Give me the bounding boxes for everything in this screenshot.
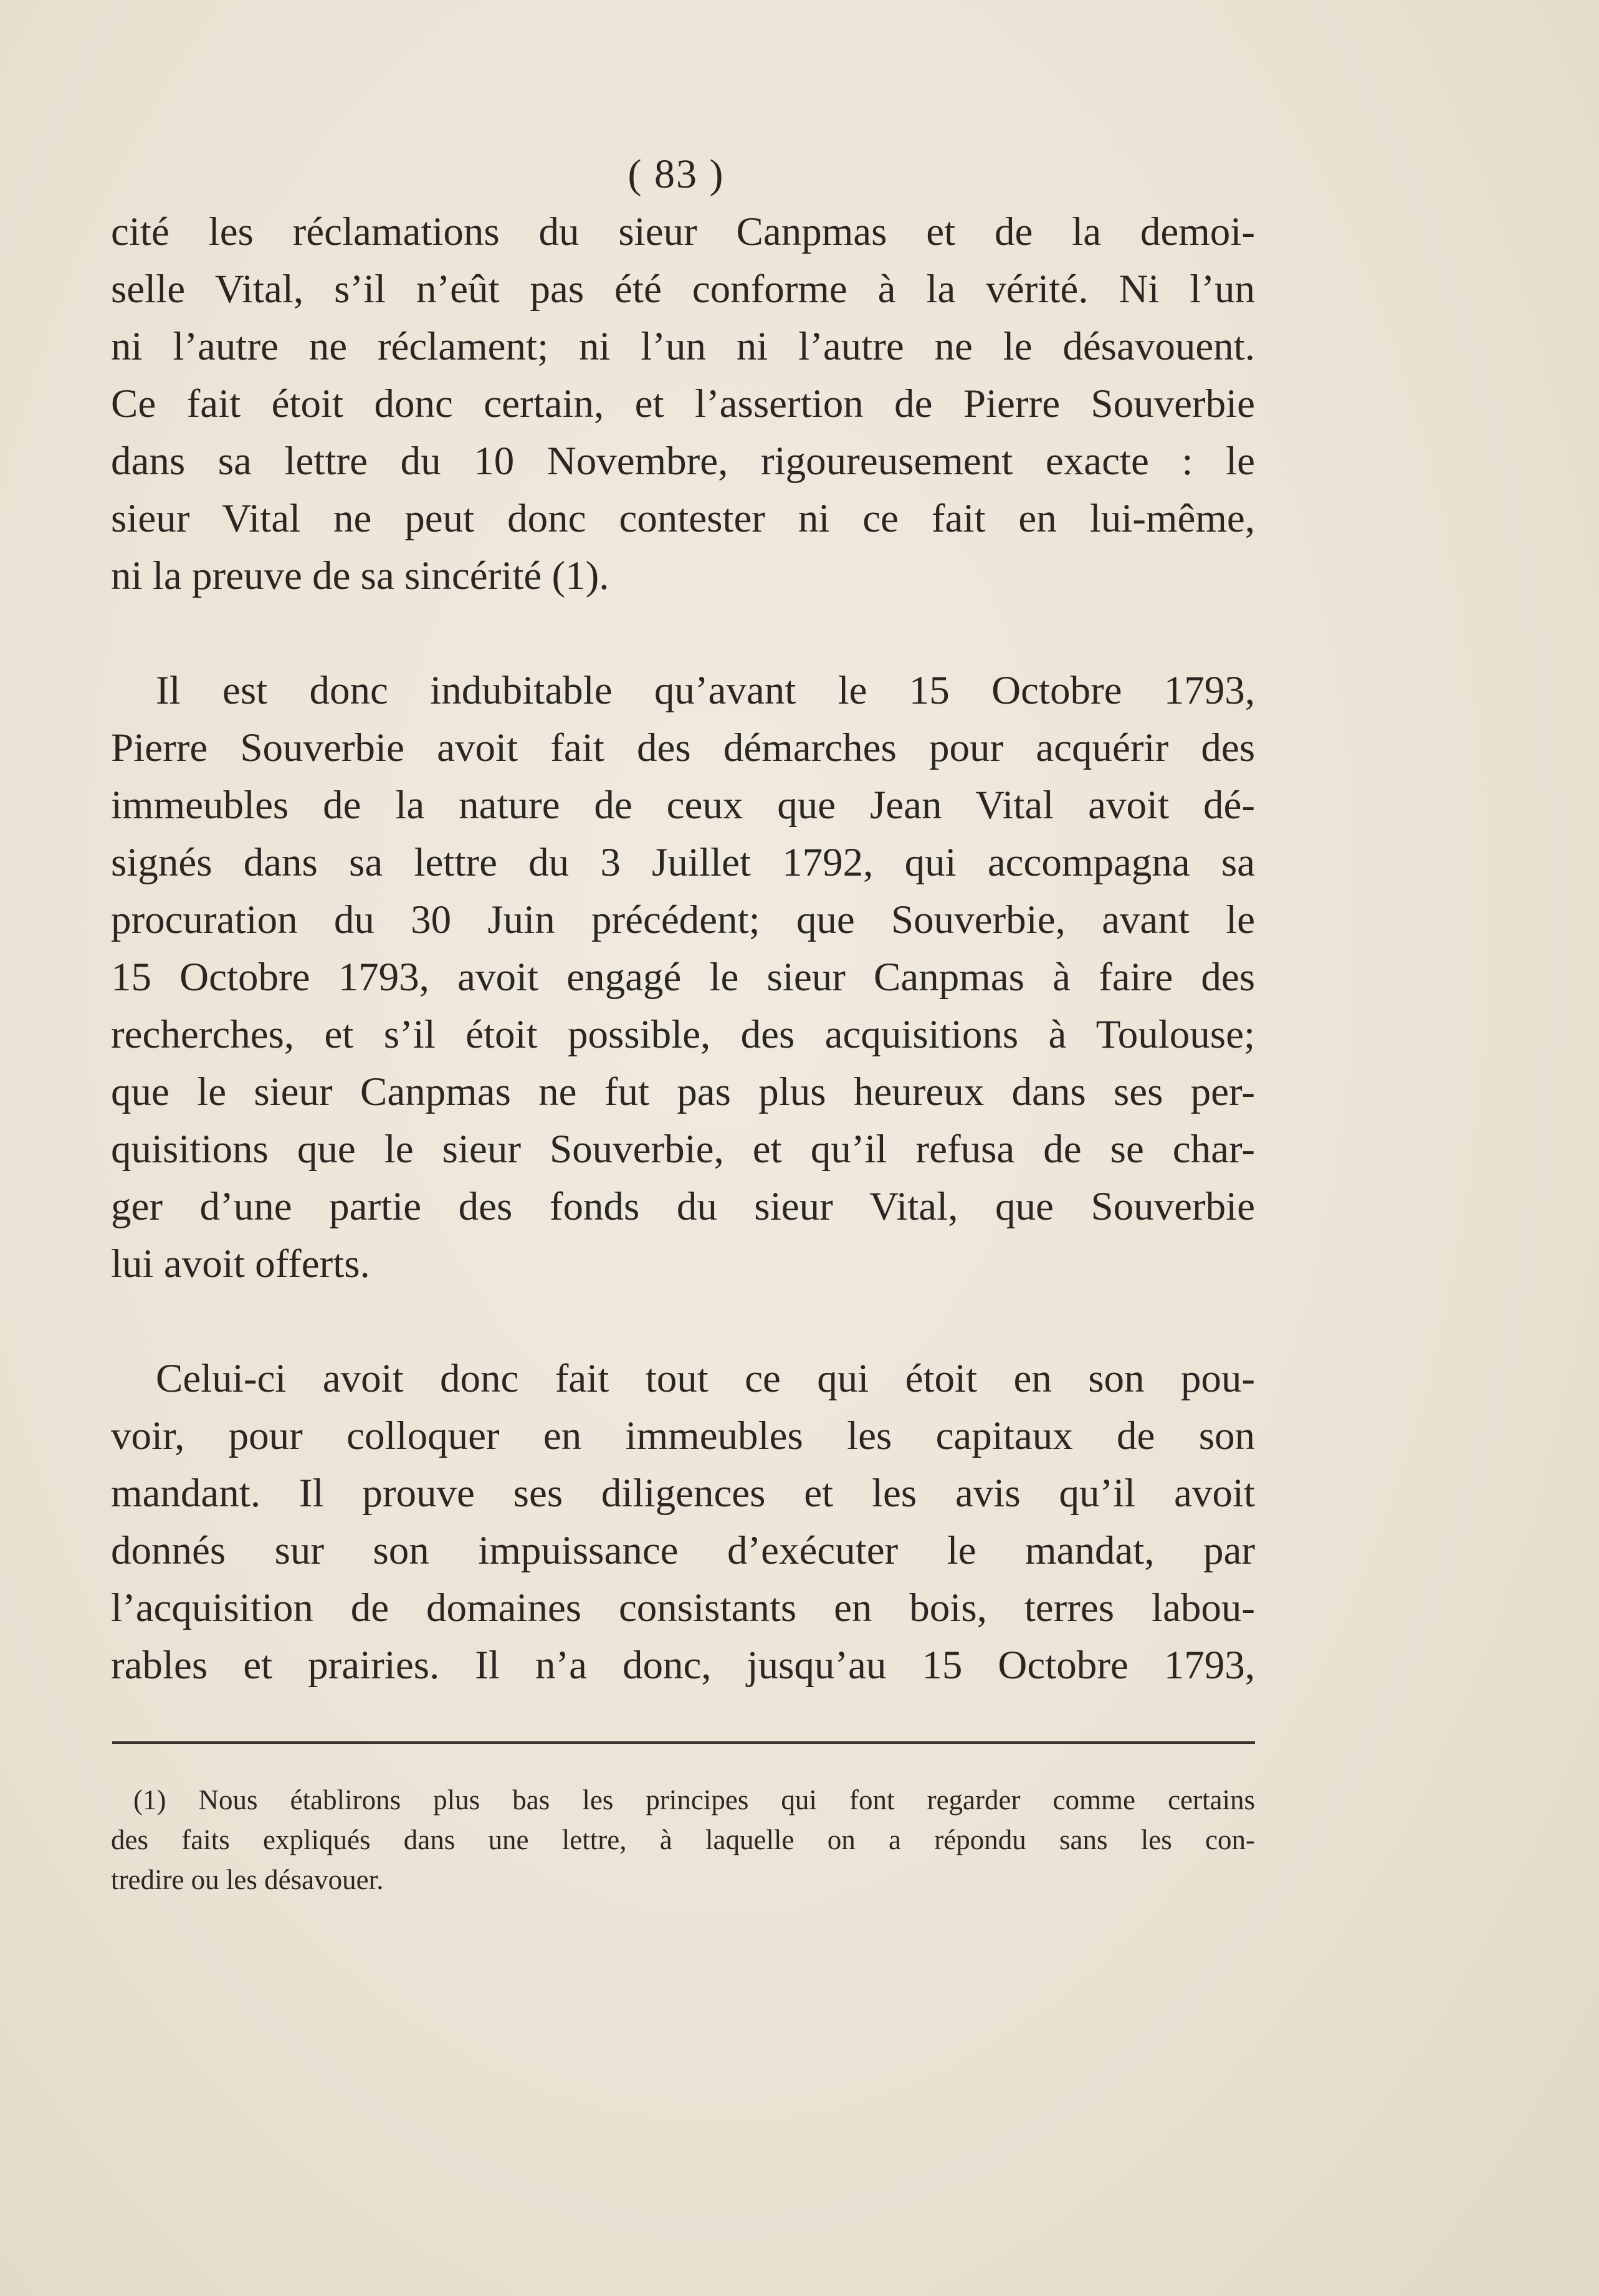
text-line: l’acquisition de domaines consistants en bois, terres labou- xyxy=(111,1586,1255,1630)
page-number: ( 83 ) xyxy=(628,151,725,197)
footnote-rule xyxy=(112,1741,1255,1744)
text-line: selle Vital, s’il n’eût pas été conforme à la vérité. Ni l’un xyxy=(111,267,1255,312)
footnote-line: (1) Nous établirons plus bas les principes qui font regarder comme certains xyxy=(133,1784,1255,1815)
text-line: dans sa lettre du 10 Novembre, rigoureusement exacte : le xyxy=(111,439,1255,484)
text-line: mandant. Il prouve ses diligences et les avis qu’il avoit xyxy=(111,1471,1255,1516)
text-line: quisitions que le sieur Souverbie, et qu’il refusa de se char- xyxy=(111,1127,1255,1172)
text-line: ger d’une partie des fonds du sieur Vital, que Souverbie xyxy=(111,1184,1255,1229)
paragraph-gap xyxy=(111,1293,1255,1350)
body-text xyxy=(111,203,1255,1694)
paragraph-2 xyxy=(111,662,1255,1293)
text-line: lui avoit offerts. xyxy=(111,1241,370,1286)
footnote-line: des faits expliqués dans une lettre, à laquelle on a répondu sans les con- xyxy=(111,1824,1255,1855)
text-line: Il est donc indubitable qu’avant le 15 Octobre 1793, xyxy=(156,668,1255,713)
text-line: recherches, et s’il étoit possible, des acquisitions à Toulouse; xyxy=(111,1012,1255,1057)
text-line: rables et prairies. Il n’a donc, jusqu’au 15 Octobre 1793, xyxy=(111,1643,1255,1688)
text-line: ni l’autre ne réclament; ni l’un ni l’autre ne le désavouent. xyxy=(111,324,1255,369)
paragraph-gap xyxy=(111,605,1255,662)
text-line: 15 Octobre 1793, avoit engagé le sieur Canpmas à faire des xyxy=(111,955,1255,1000)
paragraph-3 xyxy=(111,1350,1255,1694)
text-line: signés dans sa lettre du 3 Juillet 1792, qui accompagna sa xyxy=(111,840,1255,885)
paragraph-1 xyxy=(111,203,1255,605)
text-line: donnés sur son impuissance d’exécuter le mandat, par xyxy=(111,1528,1255,1573)
footnote-line: tredire ou les désavouer. xyxy=(111,1864,384,1895)
text-line: immeubles de la nature de ceux que Jean Vital avoit dé- xyxy=(111,783,1255,828)
text-line: sieur Vital ne peut donc contester ni ce fait en lui-même, xyxy=(111,496,1255,541)
text-line: procuration du 30 Juin précédent; que Souverbie, avant le xyxy=(111,897,1255,942)
text-line: Pierre Souverbie avoit fait des démarches pour acquérir des xyxy=(111,725,1255,770)
text-line: que le sieur Canpmas ne fut pas plus heureux dans ses per- xyxy=(111,1069,1255,1114)
text-line: Ce fait étoit donc certain, et l’assertion de Pierre Souverbie xyxy=(111,381,1255,426)
text-line: cité les réclamations du sieur Canpmas et de la demoi- xyxy=(111,209,1255,254)
text-line: ni la preuve de sa sincérité (1). xyxy=(111,553,609,598)
text-line: Celui-ci avoit donc fait tout ce qui étoit en son pou- xyxy=(156,1356,1255,1401)
footnote xyxy=(111,1780,1255,1900)
text-line: voir, pour colloquer en immeubles les capitaux de son xyxy=(111,1413,1255,1458)
